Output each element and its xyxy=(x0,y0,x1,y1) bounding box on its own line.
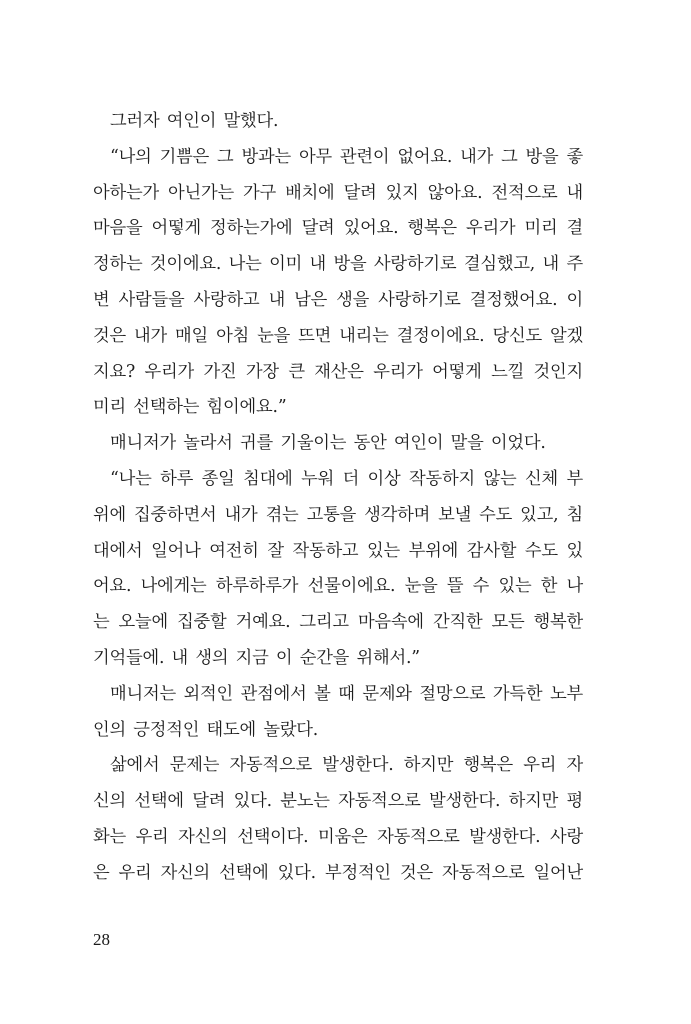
text-line: 어요. 나에게는 하루하루가 선물이에요. 눈을 뜰 수 있는 한 나 xyxy=(93,576,583,597)
text-line: 매니저는 외적인 관점에서 볼 때 문제와 절망으로 가득한 노부 xyxy=(110,683,583,704)
text-line: 인의 긍정적인 태도에 놀랐다. xyxy=(93,719,319,740)
text-line: 아하는가 아닌가는 가구 배치에 달려 있지 않아요. 전적으로 내 xyxy=(93,182,583,203)
text-line: “나는 하루 종일 침대에 누워 더 이상 작동하지 않는 신체 부 xyxy=(110,468,583,489)
text-line: 그러자 여인이 말했다. xyxy=(110,111,279,131)
text-line: “나의 기쁨은 그 방과는 아무 관련이 없어요. 내가 그 방을 좋 xyxy=(110,146,583,167)
text-line: 미리 선택하는 힘이에요.” xyxy=(93,397,287,418)
text-line: 화는 우리 자신의 선택이다. 미움은 자동적으로 발생한다. 사랑 xyxy=(93,826,583,847)
text-line: 변 사람들을 사랑하고 내 남은 생을 사랑하기로 결정했어요. 이 xyxy=(93,289,583,310)
text-line: 신의 선택에 달려 있다. 분노는 자동적으로 발생한다. 하지만 평 xyxy=(93,791,583,812)
text-line: 는 오늘에 집중할 거예요. 그리고 마음속에 간직한 모든 행복한 xyxy=(93,612,583,633)
page-number: 28 xyxy=(93,930,110,949)
text-line: 기억들에. 내 생의 지금 이 순간을 위해서.” xyxy=(93,647,420,668)
text-line: 지요? 우리가 가진 가장 큰 재산은 우리가 어떻게 느낄 것인지 xyxy=(93,361,583,382)
text-line: 대에서 일어나 여전히 잘 작동하고 있는 부위에 감사할 수도 있 xyxy=(93,540,583,561)
body-text xyxy=(93,104,583,892)
text-line: 위에 집중하면서 내가 겪는 고통을 생각하며 보낼 수도 있고, 침 xyxy=(93,504,583,525)
text-line: 것은 내가 매일 아침 눈을 뜨면 내리는 결정이에요. 당신도 알겠 xyxy=(93,325,583,346)
text-line: 마음을 어떻게 정하는가에 달려 있어요. 행복은 우리가 미리 결 xyxy=(93,218,583,239)
text-line: 매니저가 놀라서 귀를 기울이는 동안 여인이 말을 이었다. xyxy=(110,433,546,454)
text-line: 삶에서 문제는 자동적으로 발생한다. 하지만 행복은 우리 자 xyxy=(110,755,583,776)
text-line: 정하는 것이에요. 나는 이미 내 방을 사랑하기로 결심했고, 내 주 xyxy=(93,254,583,275)
text-line: 은 우리 자신의 선택에 있다. 부정적인 것은 자동적으로 일어난 xyxy=(93,862,583,883)
